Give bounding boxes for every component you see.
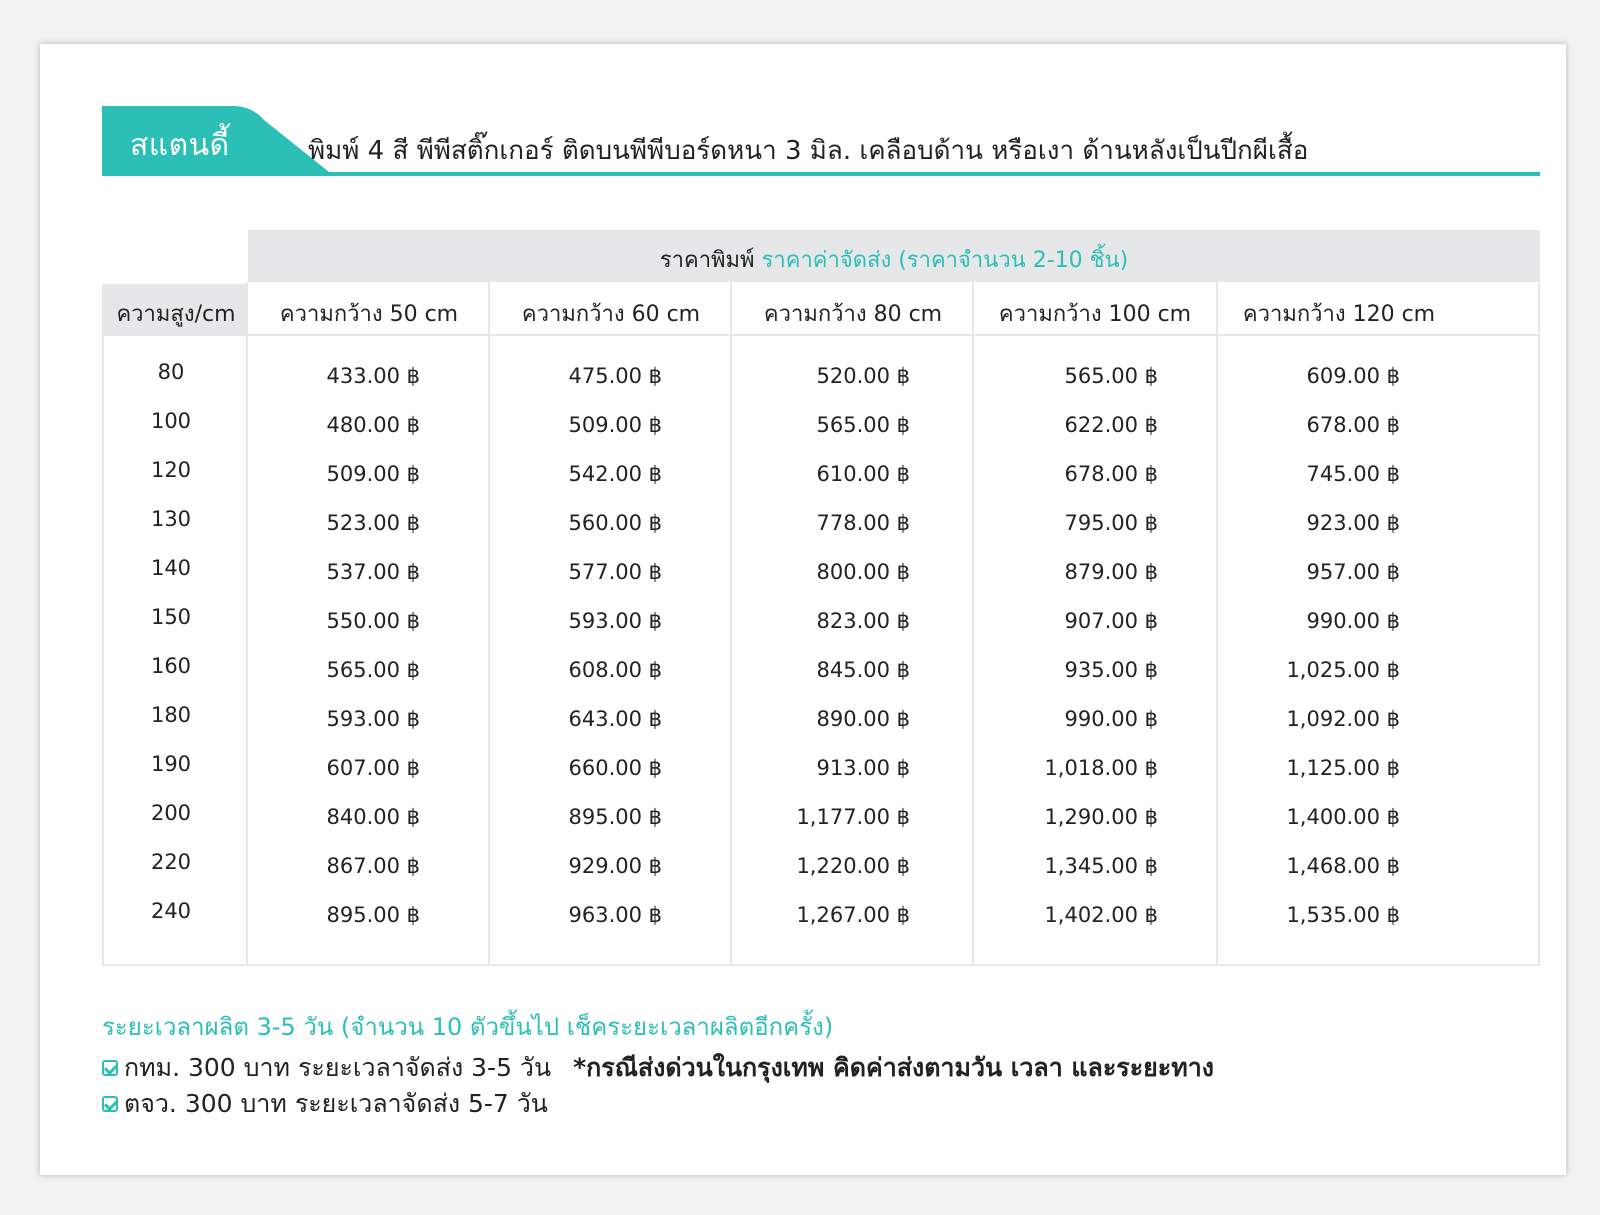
urgent-shipping-text: *กรณีส่งด่วนในกรุงเทพ คิดค่าส่งตามวัน เวลา และระยะทาง <box>573 1053 1214 1082</box>
price-cell: 1,125.00 ฿ <box>1286 756 1400 780</box>
checkbox-icon <box>102 1060 118 1076</box>
caption-main: ราคาพิมพ์ <box>659 248 755 273</box>
row-height-label: 180 <box>150 703 192 727</box>
price-cell: 593.00 ฿ <box>568 609 662 633</box>
column-header: ความกว้าง 100 cm <box>998 302 1192 327</box>
price-cell: 607.00 ฿ <box>326 756 420 780</box>
price-cell: 990.00 ฿ <box>1306 609 1400 633</box>
row-height-label: 130 <box>150 507 192 531</box>
checkbox-icon <box>102 1096 118 1112</box>
product-description: พิมพ์ 4 สี พีพีสติ๊กเกอร์ ติดบนพีพีบอร์ดหนา 3 มิล. เคลือบด้าน หรือเงา ด้านหลังเป็นปีกผีเสื้อ <box>308 136 1309 166</box>
price-cell: 890.00 ฿ <box>816 707 910 731</box>
grid-line <box>972 282 974 966</box>
price-cell: 678.00 ฿ <box>1064 462 1158 486</box>
price-cell: 593.00 ฿ <box>326 707 420 731</box>
price-cell: 537.00 ฿ <box>326 560 420 584</box>
price-cell: 610.00 ฿ <box>816 462 910 486</box>
row-height-label: 140 <box>150 556 192 580</box>
price-cell: 523.00 ฿ <box>326 511 420 535</box>
price-cell: 565.00 ฿ <box>816 413 910 437</box>
price-cell: 678.00 ฿ <box>1306 413 1400 437</box>
province-shipping-text: ตจว. 300 บาท ระยะเวลาจัดส่ง 5-7 วัน <box>124 1089 548 1118</box>
bkk-shipping-note <box>102 1048 1214 1088</box>
price-cell: 840.00 ฿ <box>326 805 420 829</box>
price-cell: 609.00 ฿ <box>1306 364 1400 388</box>
column-header: ความกว้าง 80 cm <box>763 302 943 327</box>
price-cell: 879.00 ฿ <box>1064 560 1158 584</box>
price-cell: 660.00 ฿ <box>568 756 662 780</box>
price-cell: 577.00 ฿ <box>568 560 662 584</box>
price-cell: 1,468.00 ฿ <box>1286 854 1400 878</box>
price-cell: 913.00 ฿ <box>816 756 910 780</box>
price-cell: 542.00 ฿ <box>568 462 662 486</box>
price-cell: 800.00 ฿ <box>816 560 910 584</box>
column-header: ความกว้าง 120 cm <box>1242 302 1436 327</box>
price-cell: 1,092.00 ฿ <box>1286 707 1400 731</box>
production-time-note: ระยะเวลาผลิต 3-5 วัน (จำนวน 10 ตัวขึ้นไป เช็คระยะเวลาผลิตอีกครั้ง) <box>102 1013 834 1041</box>
price-cell: 957.00 ฿ <box>1306 560 1400 584</box>
row-height-label: 80 <box>157 360 185 384</box>
price-cell: 867.00 ฿ <box>326 854 420 878</box>
row-height-label: 160 <box>150 654 192 678</box>
price-cell: 823.00 ฿ <box>816 609 910 633</box>
price-cell: 1,220.00 ฿ <box>796 854 910 878</box>
price-cell: 520.00 ฿ <box>816 364 910 388</box>
price-cell: 1,400.00 ฿ <box>1286 805 1400 829</box>
price-cell: 509.00 ฿ <box>326 462 420 486</box>
row-height-label: 150 <box>150 605 192 629</box>
product-tab-label: สแตนดี้ <box>130 128 230 163</box>
price-cell: 907.00 ฿ <box>1064 609 1158 633</box>
price-cell: 1,290.00 ฿ <box>1044 805 1158 829</box>
column-header: ความกว้าง 50 cm <box>279 302 459 327</box>
caption-accent: ราคาค่าจัดส่ง (ราคาจำนวน 2-10 ชิ้น) <box>761 248 1129 273</box>
price-cell: 845.00 ฿ <box>816 658 910 682</box>
price-cell: 990.00 ฿ <box>1064 707 1158 731</box>
price-cell: 1,402.00 ฿ <box>1044 903 1158 927</box>
grid-line <box>730 282 732 966</box>
row-height-label: 100 <box>150 409 192 433</box>
row-height-label: 240 <box>150 899 192 923</box>
price-cell: 643.00 ฿ <box>568 707 662 731</box>
price-cell: 475.00 ฿ <box>568 364 662 388</box>
grid-line <box>1538 282 1540 966</box>
price-cell: 622.00 ฿ <box>1064 413 1158 437</box>
price-cell: 1,267.00 ฿ <box>796 903 910 927</box>
grid-line <box>246 282 248 966</box>
price-cell: 509.00 ฿ <box>568 413 662 437</box>
price-cell: 963.00 ฿ <box>568 903 662 927</box>
price-cell: 1,025.00 ฿ <box>1286 658 1400 682</box>
price-cell: 1,018.00 ฿ <box>1044 756 1158 780</box>
price-cell: 923.00 ฿ <box>1306 511 1400 535</box>
bkk-shipping-text: กทม. 300 บาท ระยะเวลาจัดส่ง 3-5 วัน <box>124 1053 552 1082</box>
header-rule <box>102 334 1540 336</box>
price-cell: 795.00 ฿ <box>1064 511 1158 535</box>
price-card <box>40 44 1566 1175</box>
price-cell: 565.00 ฿ <box>1064 364 1158 388</box>
price-cell: 895.00 ฿ <box>326 903 420 927</box>
row-header-label: ความสูง/cm <box>116 302 236 327</box>
row-height-label: 220 <box>150 850 192 874</box>
price-cell: 565.00 ฿ <box>326 658 420 682</box>
price-cell: 433.00 ฿ <box>326 364 420 388</box>
price-cell: 745.00 ฿ <box>1306 462 1400 486</box>
column-header: ความกว้าง 60 cm <box>521 302 701 327</box>
row-height-label: 200 <box>150 801 192 825</box>
price-cell: 560.00 ฿ <box>568 511 662 535</box>
price-cell: 1,345.00 ฿ <box>1044 854 1158 878</box>
price-cell: 608.00 ฿ <box>568 658 662 682</box>
price-cell: 550.00 ฿ <box>326 609 420 633</box>
price-cell: 480.00 ฿ <box>326 413 420 437</box>
price-cell: 1,535.00 ฿ <box>1286 903 1400 927</box>
table-bottom-rule <box>102 964 1540 966</box>
header-divider <box>102 172 1540 176</box>
grid-line <box>488 282 490 966</box>
price-cell: 778.00 ฿ <box>816 511 910 535</box>
province-shipping-note <box>102 1084 548 1124</box>
row-height-label: 190 <box>150 752 192 776</box>
row-height-label: 120 <box>150 458 192 482</box>
price-cell: 895.00 ฿ <box>568 805 662 829</box>
price-cell: 1,177.00 ฿ <box>796 805 910 829</box>
table-caption <box>248 242 1540 277</box>
grid-line <box>1216 282 1218 966</box>
price-cell: 935.00 ฿ <box>1064 658 1158 682</box>
price-cell: 929.00 ฿ <box>568 854 662 878</box>
